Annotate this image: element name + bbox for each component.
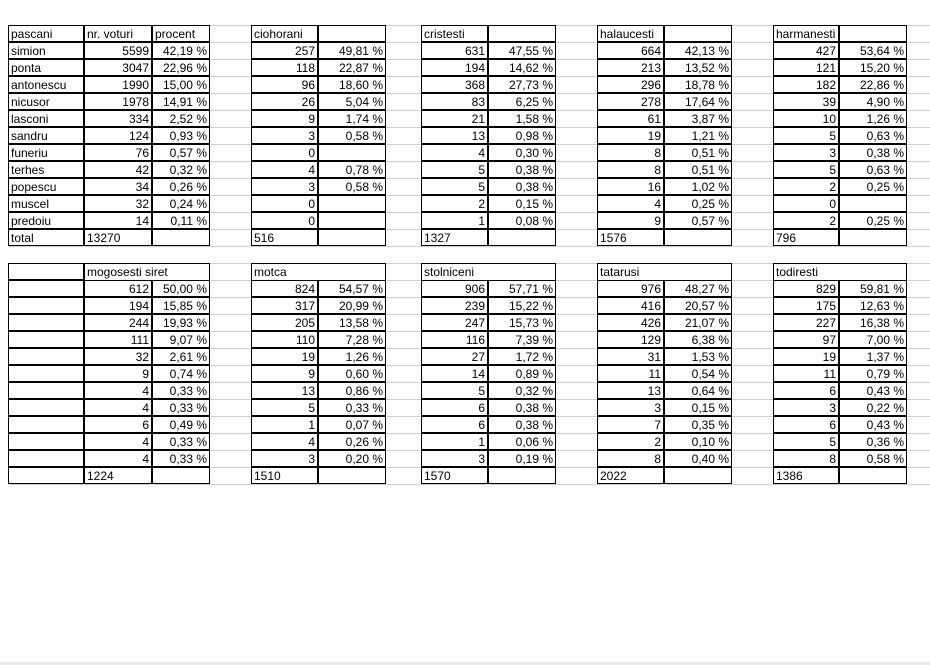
votes-cell: 3 <box>773 399 839 416</box>
percent-cell: 0,57 % <box>664 212 732 229</box>
votes-cell: 8 <box>597 144 664 161</box>
votes-cell: 247 <box>421 314 488 331</box>
votes-cell: 8 <box>773 450 839 467</box>
percent-cell: 1,72 % <box>488 348 556 365</box>
percent-cell: 1,21 % <box>664 127 732 144</box>
percent-cell: 1,58 % <box>488 110 556 127</box>
percent-cell: 15,20 % <box>839 59 907 76</box>
percent-cell: 2,61 % <box>152 348 210 365</box>
percent-cell: 42,13 % <box>664 42 732 59</box>
votes-cell: 5 <box>251 399 318 416</box>
votes-cell: 664 <box>597 42 664 59</box>
percent-cell: 0,15 % <box>664 399 732 416</box>
votes-cell: 227 <box>773 314 839 331</box>
percent-cell: 12,63 % <box>839 297 907 314</box>
total-percent-blank <box>839 229 907 246</box>
empty-name-cell <box>8 416 84 433</box>
percent-cell: 57,71 % <box>488 280 556 297</box>
votes-cell: 631 <box>421 42 488 59</box>
votes-cell: 4 <box>84 433 152 450</box>
votes-cell: 27 <box>421 348 488 365</box>
percent-cell: 0,25 % <box>664 195 732 212</box>
votes-cell: 116 <box>421 331 488 348</box>
percent-cell: 0,51 % <box>664 144 732 161</box>
votes-cell: 19 <box>597 127 664 144</box>
percent-cell: 48,27 % <box>664 280 732 297</box>
total-percent-blank <box>488 467 556 484</box>
votes-cell: 4 <box>84 382 152 399</box>
votes-cell: 9 <box>597 212 664 229</box>
percent-cell: 0,79 % <box>839 365 907 382</box>
votes-cell: 9 <box>251 110 318 127</box>
total-percent-blank <box>664 229 732 246</box>
locality-title: mogosesti siret <box>84 263 210 280</box>
percent-cell: 0,86 % <box>318 382 386 399</box>
votes-cell: 4 <box>84 399 152 416</box>
votes-cell: 32 <box>84 348 152 365</box>
total-votes: 1386 <box>773 467 839 484</box>
locality-title-blank <box>488 25 556 42</box>
votes-cell: 5599 <box>84 42 152 59</box>
percent-cell: 0,49 % <box>152 416 210 433</box>
votes-cell: 213 <box>597 59 664 76</box>
votes-cell: 34 <box>84 178 152 195</box>
percent-cell: 20,57 % <box>664 297 732 314</box>
locality-title: cristesti <box>421 25 488 42</box>
votes-cell: 0 <box>251 212 318 229</box>
votes-cell: 76 <box>84 144 152 161</box>
percent-cell: 0,33 % <box>152 450 210 467</box>
votes-cell: 906 <box>421 280 488 297</box>
votes-cell: 3 <box>251 178 318 195</box>
percent-cell: 13,58 % <box>318 314 386 331</box>
percent-cell: 0,58 % <box>318 127 386 144</box>
candidate-name: nicusor <box>8 93 84 110</box>
votes-cell: 239 <box>421 297 488 314</box>
empty-name-cell <box>8 433 84 450</box>
candidate-name: antonescu <box>8 76 84 93</box>
votes-cell: 829 <box>773 280 839 297</box>
percent-cell: 0,30 % <box>488 144 556 161</box>
votes-cell: 118 <box>251 59 318 76</box>
votes-cell: 182 <box>773 76 839 93</box>
votes-cell: 4 <box>251 161 318 178</box>
votes-cell: 110 <box>251 331 318 348</box>
votes-cell: 129 <box>597 331 664 348</box>
percent-cell: 21,07 % <box>664 314 732 331</box>
percent-cell: 0,74 % <box>152 365 210 382</box>
votes-cell: 5 <box>421 178 488 195</box>
percent-cell: 0,38 % <box>488 399 556 416</box>
percent-cell: 18,60 % <box>318 76 386 93</box>
percent-cell: 50,00 % <box>152 280 210 297</box>
votes-cell: 278 <box>597 93 664 110</box>
empty-name-cell <box>8 348 84 365</box>
empty-name-cell <box>8 467 84 484</box>
percent-cell: 0,33 % <box>152 433 210 450</box>
percent-cell: 0,93 % <box>152 127 210 144</box>
votes-cell: 13 <box>251 382 318 399</box>
total-label: total <box>8 229 84 246</box>
votes-cell: 194 <box>421 59 488 76</box>
votes-cell: 244 <box>84 314 152 331</box>
votes-cell: 427 <box>773 42 839 59</box>
percent-cell: 0,20 % <box>318 450 386 467</box>
percent-cell: 1,26 % <box>839 110 907 127</box>
percent-cell <box>318 195 386 212</box>
percent-cell: 15,73 % <box>488 314 556 331</box>
percent-cell: 1,74 % <box>318 110 386 127</box>
percent-cell: 14,91 % <box>152 93 210 110</box>
votes-cell: 6 <box>84 416 152 433</box>
percent-cell: 0,54 % <box>664 365 732 382</box>
votes-cell: 334 <box>84 110 152 127</box>
percent-cell: 0,38 % <box>839 144 907 161</box>
votes-cell: 39 <box>773 93 839 110</box>
votes-cell: 5 <box>421 382 488 399</box>
votes-cell: 2 <box>773 178 839 195</box>
percent-cell: 5,04 % <box>318 93 386 110</box>
votes-cell: 7 <box>597 416 664 433</box>
percent-cell: 1,26 % <box>318 348 386 365</box>
percent-cell: 0,36 % <box>839 433 907 450</box>
total-votes: 796 <box>773 229 839 246</box>
percent-cell: 0,38 % <box>488 161 556 178</box>
empty-name-cell <box>8 263 84 280</box>
percent-cell: 0,40 % <box>664 450 732 467</box>
percent-cell: 22,86 % <box>839 76 907 93</box>
percent-cell: 6,38 % <box>664 331 732 348</box>
votes-cell: 368 <box>421 76 488 93</box>
votes-cell: 317 <box>251 297 318 314</box>
percent-cell <box>839 195 907 212</box>
votes-cell: 26 <box>251 93 318 110</box>
votes-cell: 2 <box>597 433 664 450</box>
empty-name-cell <box>8 314 84 331</box>
candidate-name: muscel <box>8 195 84 212</box>
locality-title: todiresti <box>773 263 907 280</box>
percent-cell: 47,55 % <box>488 42 556 59</box>
percent-cell: 49,81 % <box>318 42 386 59</box>
empty-name-cell <box>8 331 84 348</box>
votes-cell: 3 <box>251 450 318 467</box>
percent-cell: 13,52 % <box>664 59 732 76</box>
total-percent-blank <box>152 467 210 484</box>
candidate-name: lasconi <box>8 110 84 127</box>
percent-cell: 0,32 % <box>488 382 556 399</box>
locality-title-blank <box>839 25 907 42</box>
percent-cell: 0,89 % <box>488 365 556 382</box>
candidate-name: popescu <box>8 178 84 195</box>
votes-cell: 976 <box>597 280 664 297</box>
votes-cell: 3 <box>597 399 664 416</box>
total-percent-blank <box>664 467 732 484</box>
locality-title-blank <box>664 25 732 42</box>
votes-cell: 9 <box>251 365 318 382</box>
votes-cell: 5 <box>773 127 839 144</box>
percent-cell: 0,63 % <box>839 127 907 144</box>
votes-cell: 97 <box>773 331 839 348</box>
percent-cell <box>318 212 386 229</box>
percent-cell: 59,81 % <box>839 280 907 297</box>
total-votes: 1224 <box>84 467 152 484</box>
percent-cell: 0,26 % <box>152 178 210 195</box>
percent-cell: 0,63 % <box>839 161 907 178</box>
total-percent-blank <box>152 229 210 246</box>
votes-cell: 19 <box>251 348 318 365</box>
votes-cell: 83 <box>421 93 488 110</box>
votes-cell: 205 <box>251 314 318 331</box>
votes-cell: 194 <box>84 297 152 314</box>
header-votes: nr. voturi <box>84 25 152 42</box>
votes-cell: 6 <box>421 399 488 416</box>
percent-cell: 0,22 % <box>839 399 907 416</box>
percent-cell: 20,99 % <box>318 297 386 314</box>
votes-cell: 1 <box>251 416 318 433</box>
votes-cell: 61 <box>597 110 664 127</box>
votes-cell: 0 <box>251 144 318 161</box>
percent-cell: 27,73 % <box>488 76 556 93</box>
percent-cell: 17,64 % <box>664 93 732 110</box>
votes-cell: 612 <box>84 280 152 297</box>
locality-title: ciohorani <box>251 25 318 42</box>
percent-cell: 3,87 % <box>664 110 732 127</box>
percent-cell: 0,25 % <box>839 178 907 195</box>
votes-cell: 14 <box>421 365 488 382</box>
percent-cell: 0,15 % <box>488 195 556 212</box>
votes-cell: 6 <box>773 416 839 433</box>
percent-cell: 0,07 % <box>318 416 386 433</box>
locality-name-pascani: pascani <box>8 25 84 42</box>
percent-cell: 9,07 % <box>152 331 210 348</box>
candidate-name: terhes <box>8 161 84 178</box>
votes-cell: 121 <box>773 59 839 76</box>
total-percent-blank <box>488 229 556 246</box>
votes-cell: 96 <box>251 76 318 93</box>
percent-cell: 54,57 % <box>318 280 386 297</box>
percent-cell: 42,19 % <box>152 42 210 59</box>
percent-cell: 0,33 % <box>318 399 386 416</box>
empty-name-cell <box>8 297 84 314</box>
percent-cell: 0,32 % <box>152 161 210 178</box>
percent-cell: 14,62 % <box>488 59 556 76</box>
votes-cell: 14 <box>84 212 152 229</box>
votes-cell: 2 <box>421 195 488 212</box>
percent-cell: 0,33 % <box>152 382 210 399</box>
percent-cell: 0,10 % <box>664 433 732 450</box>
empty-name-cell <box>8 382 84 399</box>
percent-cell: 16,38 % <box>839 314 907 331</box>
total-percent-blank <box>839 467 907 484</box>
percent-cell: 22,87 % <box>318 59 386 76</box>
votes-cell: 0 <box>773 195 839 212</box>
grid-line <box>8 484 930 485</box>
percent-cell: 15,85 % <box>152 297 210 314</box>
locality-title: halaucesti <box>597 25 664 42</box>
votes-cell: 2 <box>773 212 839 229</box>
percent-cell: 0,11 % <box>152 212 210 229</box>
votes-cell: 1 <box>421 212 488 229</box>
total-votes: 13270 <box>84 229 152 246</box>
total-votes: 516 <box>251 229 318 246</box>
votes-cell: 0 <box>251 195 318 212</box>
votes-cell: 426 <box>597 314 664 331</box>
votes-cell: 175 <box>773 297 839 314</box>
percent-cell: 0,08 % <box>488 212 556 229</box>
votes-cell: 3047 <box>84 59 152 76</box>
percent-cell: 1,02 % <box>664 178 732 195</box>
percent-cell <box>318 144 386 161</box>
votes-cell: 824 <box>251 280 318 297</box>
votes-cell: 13 <box>597 382 664 399</box>
candidate-name: funeriu <box>8 144 84 161</box>
votes-cell: 32 <box>84 195 152 212</box>
percent-cell: 0,60 % <box>318 365 386 382</box>
empty-name-cell <box>8 365 84 382</box>
percent-cell: 0,38 % <box>488 416 556 433</box>
percent-cell: 0,26 % <box>318 433 386 450</box>
total-votes: 1327 <box>421 229 488 246</box>
total-percent-blank <box>318 467 386 484</box>
votes-cell: 13 <box>421 127 488 144</box>
votes-cell: 124 <box>84 127 152 144</box>
votes-cell: 111 <box>84 331 152 348</box>
percent-cell: 6,25 % <box>488 93 556 110</box>
percent-cell: 7,28 % <box>318 331 386 348</box>
candidate-name: ponta <box>8 59 84 76</box>
votes-cell: 416 <box>597 297 664 314</box>
votes-cell: 42 <box>84 161 152 178</box>
header-percent: procent <box>152 25 210 42</box>
locality-title: stolniceni <box>421 263 556 280</box>
votes-cell: 1 <box>421 433 488 450</box>
percent-cell: 0,98 % <box>488 127 556 144</box>
empty-name-cell <box>8 280 84 297</box>
percent-cell: 22,96 % <box>152 59 210 76</box>
votes-cell: 8 <box>597 161 664 178</box>
locality-title: motca <box>251 263 386 280</box>
votes-cell: 19 <box>773 348 839 365</box>
percent-cell: 19,93 % <box>152 314 210 331</box>
percent-cell: 18,78 % <box>664 76 732 93</box>
candidate-name: simion <box>8 42 84 59</box>
percent-cell: 7,00 % <box>839 331 907 348</box>
votes-cell: 6 <box>421 416 488 433</box>
total-votes: 1510 <box>251 467 318 484</box>
votes-cell: 21 <box>421 110 488 127</box>
percent-cell: 0,06 % <box>488 433 556 450</box>
percent-cell: 0,58 % <box>318 178 386 195</box>
percent-cell: 53,64 % <box>839 42 907 59</box>
votes-cell: 5 <box>773 161 839 178</box>
percent-cell: 0,51 % <box>664 161 732 178</box>
votes-cell: 5 <box>773 433 839 450</box>
votes-cell: 8 <box>597 450 664 467</box>
total-votes: 1570 <box>421 467 488 484</box>
empty-name-cell <box>8 450 84 467</box>
locality-title: harmanesti <box>773 25 839 42</box>
votes-cell: 4 <box>251 433 318 450</box>
candidate-name: sandru <box>8 127 84 144</box>
votes-cell: 11 <box>597 365 664 382</box>
percent-cell: 7,39 % <box>488 331 556 348</box>
percent-cell: 0,78 % <box>318 161 386 178</box>
percent-cell: 0,64 % <box>664 382 732 399</box>
votes-cell: 11 <box>773 365 839 382</box>
percent-cell: 15,00 % <box>152 76 210 93</box>
percent-cell: 15,22 % <box>488 297 556 314</box>
votes-cell: 3 <box>773 144 839 161</box>
votes-cell: 4 <box>421 144 488 161</box>
votes-cell: 296 <box>597 76 664 93</box>
total-votes: 1576 <box>597 229 664 246</box>
percent-cell: 0,19 % <box>488 450 556 467</box>
total-votes: 2022 <box>597 467 664 484</box>
votes-cell: 1990 <box>84 76 152 93</box>
votes-cell: 3 <box>421 450 488 467</box>
percent-cell: 4,90 % <box>839 93 907 110</box>
grid-line <box>8 246 930 247</box>
votes-cell: 4 <box>597 195 664 212</box>
candidate-name: predoiu <box>8 212 84 229</box>
votes-cell: 9 <box>84 365 152 382</box>
total-percent-blank <box>318 229 386 246</box>
percent-cell: 0,25 % <box>839 212 907 229</box>
votes-cell: 16 <box>597 178 664 195</box>
empty-name-cell <box>8 399 84 416</box>
votes-cell: 6 <box>773 382 839 399</box>
votes-cell: 1978 <box>84 93 152 110</box>
percent-cell: 0,43 % <box>839 382 907 399</box>
percent-cell: 0,35 % <box>664 416 732 433</box>
votes-cell: 3 <box>251 127 318 144</box>
votes-cell: 10 <box>773 110 839 127</box>
locality-title-blank <box>318 25 386 42</box>
percent-cell: 0,33 % <box>152 399 210 416</box>
percent-cell: 1,37 % <box>839 348 907 365</box>
percent-cell: 0,57 % <box>152 144 210 161</box>
percent-cell: 2,52 % <box>152 110 210 127</box>
percent-cell: 0,24 % <box>152 195 210 212</box>
percent-cell: 0,38 % <box>488 178 556 195</box>
percent-cell: 0,43 % <box>839 416 907 433</box>
votes-cell: 31 <box>597 348 664 365</box>
percent-cell: 0,58 % <box>839 450 907 467</box>
percent-cell: 1,53 % <box>664 348 732 365</box>
votes-cell: 5 <box>421 161 488 178</box>
votes-cell: 257 <box>251 42 318 59</box>
votes-cell: 4 <box>84 450 152 467</box>
locality-title: tatarusi <box>597 263 732 280</box>
